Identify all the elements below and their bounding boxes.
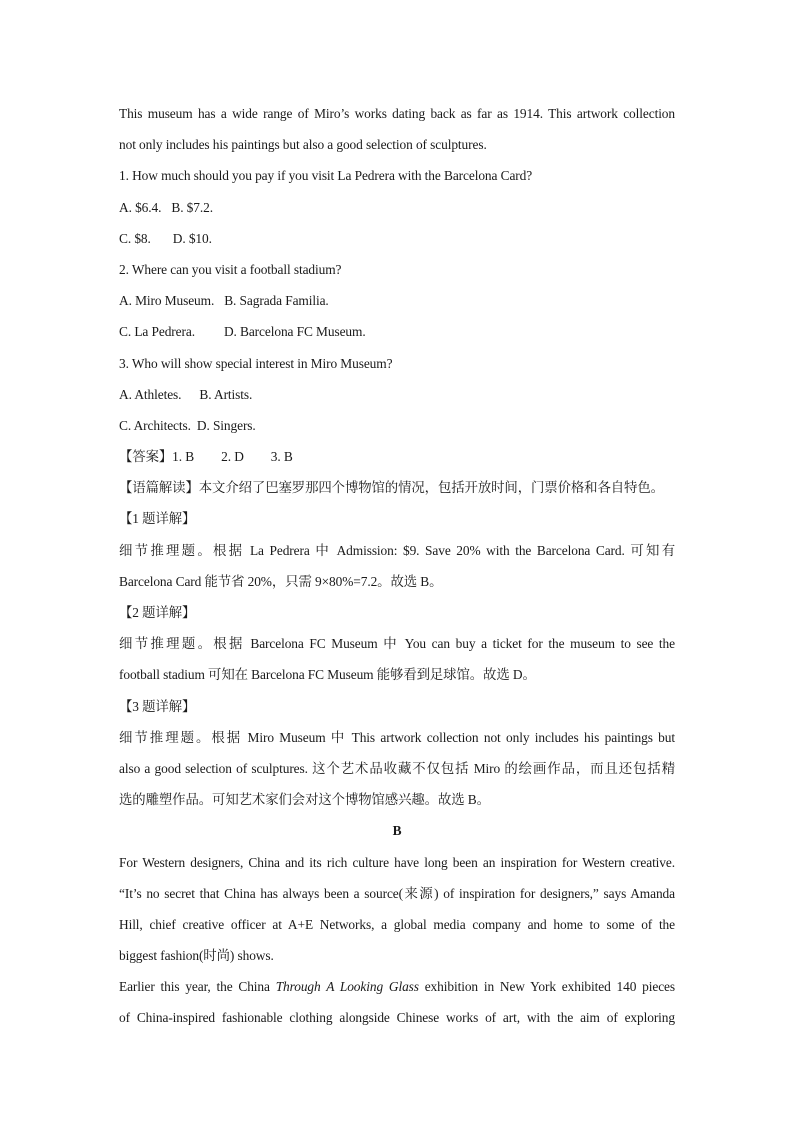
detail-text-line: also a good selection of sculptures. 这个艺术品收藏不仅包括 Miro 的绘画作品，而且还包括精 (119, 760, 675, 776)
question-2-stem: 2. Where can you visit a football stadium? (119, 261, 342, 277)
answer-item: 1. B (172, 449, 195, 465)
section-b-text-line (119, 971, 675, 1002)
detail-heading-3: 【3 题详解】 (119, 698, 196, 714)
option-b: B. Artists. (199, 386, 253, 402)
document-content (119, 98, 675, 1034)
option-c: C. $8. (119, 230, 151, 246)
question-1-stem: 1. How much should you pay if you visit La Pedrera with the Barcelona Card? (119, 168, 533, 184)
passage-text-line: not only includes his paintings but also a good selection of sculptures. (119, 137, 487, 153)
answer-label: 【答案】 (119, 449, 173, 465)
detail-text-line: 选的雕塑作品。可知艺术家们会对这个博物馆感兴趣。故选 B。 (119, 792, 490, 808)
answer-item: 2. D (221, 449, 244, 465)
detail-text-line: football stadium 可知在 Barcelona FC Museum 能够看到足球馆。故选 D。 (119, 667, 536, 683)
text-segment: exhibition in New York exhibited 140 pieces (418, 979, 675, 995)
section-b-text-line: of China-inspired fashionable clothing alongside Chinese works of art, with the aim of exploring (119, 1010, 675, 1026)
exhibition-title: Through A Looking Glass (275, 979, 419, 995)
section-b-text-line: “It’s no secret that China has always been a source(来源) of inspiration for designers,” says Amanda (119, 885, 675, 901)
option-a: A. $6.4. (119, 199, 162, 215)
question-2-options-row-2 (119, 316, 675, 347)
detail-text-line: Barcelona Card 能节省 20%，只需 9×80%=7.2。故选 B。 (119, 573, 443, 589)
question-3-stem: 3. Who will show special interest in Miro Museum? (119, 355, 393, 371)
section-b-title: B (392, 823, 402, 839)
section-b-text-line: biggest fashion(时尚) shows. (119, 948, 274, 964)
answer-line (119, 441, 675, 472)
option-a: A. Miro Museum. (119, 293, 215, 309)
passage-text-line: This museum has a wide range of Miro’s works dating back as far as 1914. This artwork collection (119, 106, 675, 121)
option-d: D. $10. (172, 230, 212, 246)
option-b: B. Sagrada Familia. (224, 293, 329, 309)
section-b-text-line: For Western designers, China and its rich culture have long been an inspiration for Western creative. (119, 854, 675, 870)
detail-text-line: 细节推理题。根据 Barcelona FC Museum 中 You can buy a ticket for the museum to see the (119, 636, 675, 652)
question-2-options-row-1 (119, 285, 675, 316)
option-b: B. $7.2. (171, 199, 213, 215)
answer-item: 3. B (270, 449, 293, 465)
section-b-text-line: Hill, chief creative officer at A+E Networks, a global media company and home to some of the (119, 916, 675, 932)
passage-summary: 【语篇解读】本文介绍了巴塞罗那四个博物馆的情况，包括开放时间，门票价格和各自特色。 (119, 480, 664, 496)
text-segment: Earlier this year, the China (119, 979, 276, 995)
question-1-options-row-2 (119, 223, 675, 254)
question-3-options-row-1 (119, 379, 675, 410)
option-a: A. Athletes. (119, 386, 182, 402)
option-c: C. La Pedrera. (119, 324, 195, 340)
detail-text-line: 细节推理题。根据 Miro Museum 中 This artwork collection not only includes his paintings but (119, 729, 675, 745)
question-3-options-row-2 (119, 410, 675, 441)
detail-heading-1: 【1 题详解】 (119, 511, 196, 527)
option-d: D. Barcelona FC Museum. (223, 324, 366, 340)
detail-text-line: 细节推理题。根据 La Pedrera 中 Admission: $9. Save 20% with the Barcelona Card. 可知有 (119, 542, 675, 558)
question-1-options-row-1 (119, 192, 675, 223)
option-d: D. Singers. (196, 417, 256, 433)
detail-heading-2: 【2 题详解】 (119, 605, 196, 620)
option-c: C. Architects. (119, 417, 191, 433)
